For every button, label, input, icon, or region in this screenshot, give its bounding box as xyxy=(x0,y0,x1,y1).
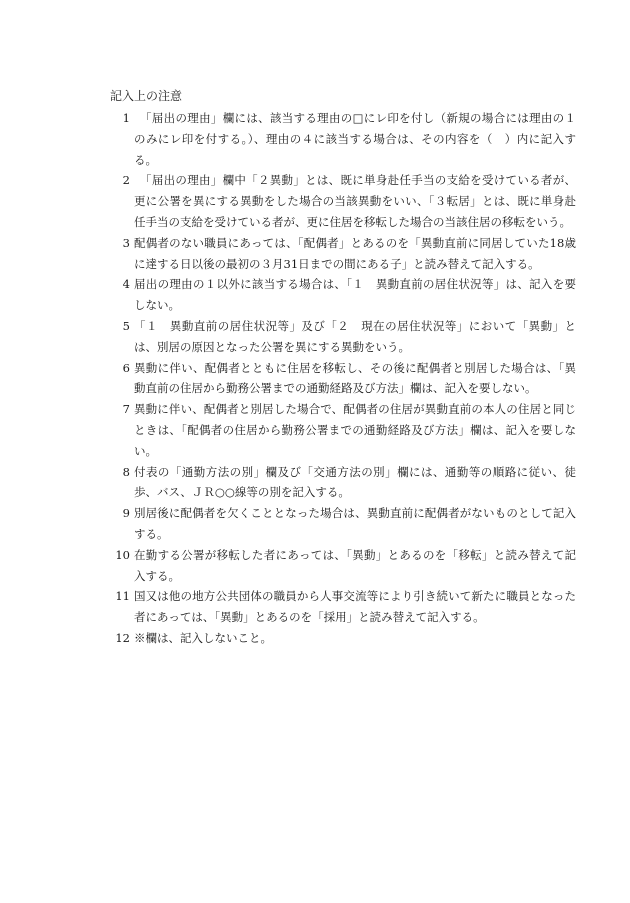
note-item-6 xyxy=(106,358,576,400)
notes-heading: 記入上の注意 xyxy=(110,89,183,103)
note-text: ※欄は、記入しないこと。 xyxy=(134,630,272,645)
note-item-11 xyxy=(106,586,576,628)
note-number: 11 xyxy=(115,589,130,604)
note-text: 異動に伴い、配偶者とともに住居を移転し、その後に配偶者と別居した場合は、「異動直前の住居から勤務公署までの通勤経路及び方法」欄は、記入を要しない。 xyxy=(134,360,576,396)
note-text: 「届出の理由」欄中「２異動」とは、既に単身赴任手当の支給を受けている者が、更に公署を異にする異動をした場合の当該異動をいい、「３転居」とは、既に単身赴任手当の支給を受けている者が、更に住居を移転した場合の当該住居の移転をいう。 xyxy=(134,173,576,229)
note-text: 異動に伴い、配偶者と別居した場合で、配偶者の住居が異動直前の本人の住居と同じときは、「配偶者の住居から勤務公署までの通勤経路及び方法」欄は、記入を要しない。 xyxy=(134,402,576,458)
note-item-9 xyxy=(106,503,576,545)
note-number: 12 xyxy=(115,630,130,645)
note-item-3 xyxy=(106,233,576,275)
note-number: 9 xyxy=(122,506,130,521)
note-text: 在勤する公署が移転した者にあっては、「異動」とあるのを「移転」と読み替えて記入する。 xyxy=(134,547,576,583)
note-number: 4 xyxy=(122,277,130,292)
note-item-7 xyxy=(106,399,576,461)
note-item-5 xyxy=(106,316,576,358)
note-number: 2 xyxy=(122,173,130,188)
note-text: 付表の「通勤方法の別」欄及び「交通方法の別」欄には、通勤等の順路に従い、徒歩、バス、ＪＲ○○線等の別を記入する。 xyxy=(134,464,576,500)
note-item-12 xyxy=(106,628,576,649)
note-text: 「１ 異動直前の居住状況等」及び「２ 現在の居住状況等」において「異動」とは、別居の原因となった公署を異にする異動をいう。 xyxy=(134,318,576,354)
note-number: 7 xyxy=(122,402,130,417)
note-text: 別居後に配偶者を欠くこととなった場合は、異動直前に配偶者がないものとして記入する。 xyxy=(134,506,576,541)
note-text: 配偶者のない職員にあっては、「配偶者」とあるのを「異動直前に同居していた18歳に達する日以後の最初の３月31日までの間にある子」と読み替えて記入する。 xyxy=(134,235,576,271)
note-number: 3 xyxy=(122,235,130,250)
note-item-10 xyxy=(106,545,576,587)
note-text: 届出の理由の１以外に該当する場合は、「１ 異動直前の居住状況等」は、記入を要しない。 xyxy=(134,277,576,313)
note-number: 8 xyxy=(122,464,130,479)
note-item-1 xyxy=(106,108,576,170)
note-number: 6 xyxy=(122,360,130,375)
note-text: 国又は他の地方公共団体の職員から人事交流等により引き続いて新たに職員となった者にあっては、「異動」とあるのを「採用」と読み替えて記入する。 xyxy=(134,589,576,625)
note-number: 10 xyxy=(115,547,130,562)
note-text: 「届出の理由」欄には、該当する理由の□にレ印を付し（新規の場合には理由の１のみにレ印を付する。）、理由の４に該当する場合は、その内容を（ ）内に記入する。 xyxy=(134,111,576,167)
note-item-2 xyxy=(106,170,576,232)
note-item-4 xyxy=(106,274,576,316)
note-number: 5 xyxy=(122,318,130,333)
notes-list xyxy=(106,108,576,649)
note-item-8 xyxy=(106,462,576,504)
note-number: 1 xyxy=(122,111,130,125)
